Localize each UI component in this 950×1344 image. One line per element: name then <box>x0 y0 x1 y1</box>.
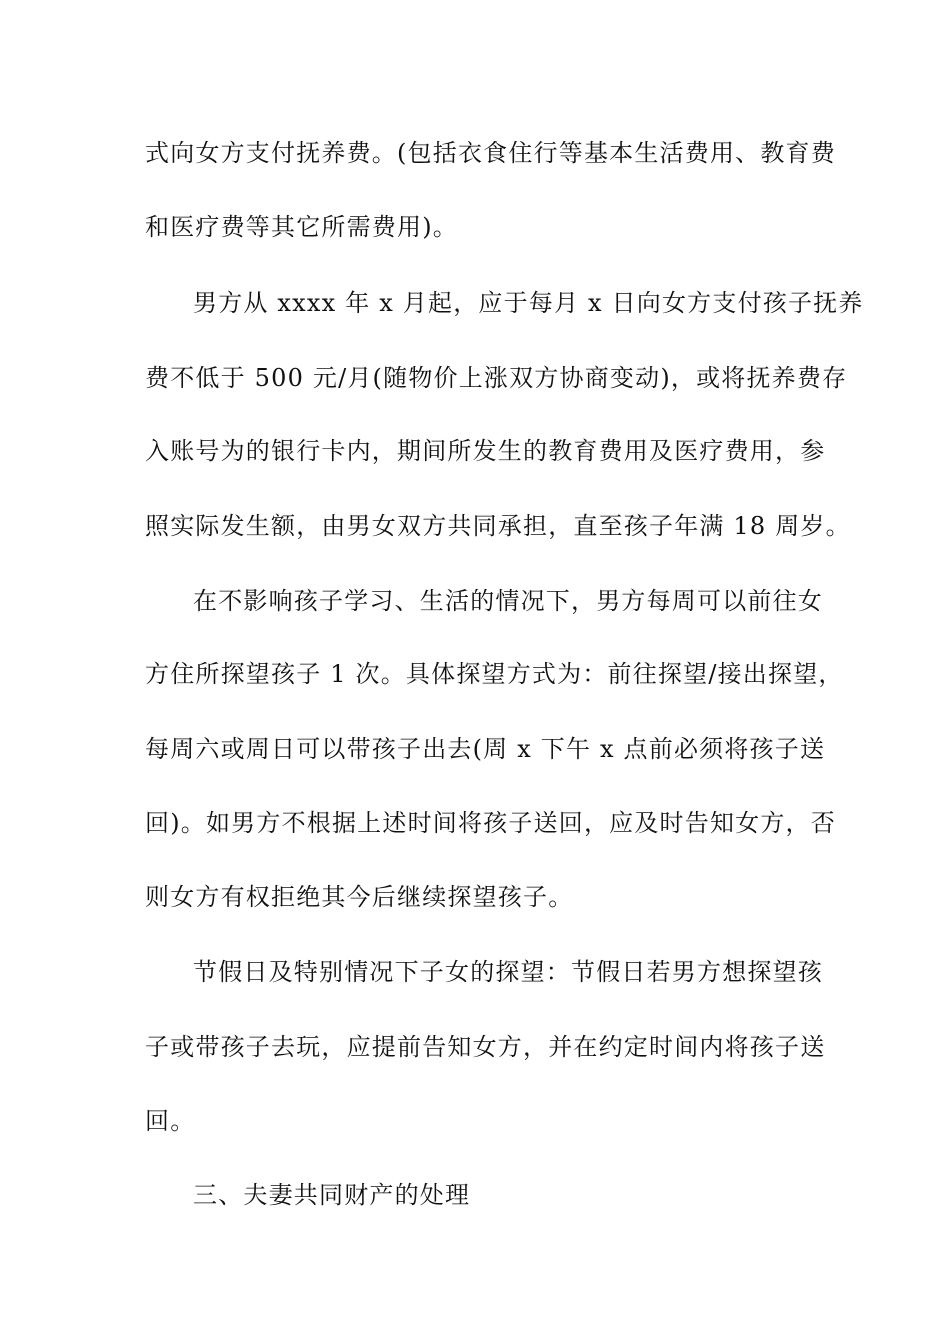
text-line: 回)。如男方不根据上述时间将孩子送回，应及时告知女方，否 <box>145 809 836 837</box>
text-line: 则女方有权拒绝其今后继续探望孩子。 <box>145 883 574 911</box>
text-line: 费不低于 500 元/月(随物价上涨双方协商变动)，或将抚养费存 <box>145 364 848 392</box>
paragraph-start-line: 节假日及特别情况下子女的探望：节假日若男方想探望孩 <box>193 958 823 986</box>
paragraph-start-line: 在不影响孩子学习、生活的情况下，男方每周可以前往女 <box>193 587 823 615</box>
text-line: 和医疗费等其它所需费用)。 <box>145 213 458 241</box>
text-line: 入账号为的银行卡内，期间所发生的教育费用及医疗费用，参 <box>145 437 826 465</box>
text-line: 方住所探望孩子 1 次。具体探望方式为：前往探望/接出探望， <box>145 660 844 688</box>
text-line: 回。 <box>145 1107 196 1135</box>
section-heading: 三、夫妻共同财产的处理 <box>193 1181 471 1209</box>
text-line: 照实际发生额，由男女双方共同承担，直至孩子年满 18 周岁。 <box>145 512 851 540</box>
paragraph-start-line: 男方从 xxxx 年 x 月起，应于每月 x 日向女方支付孩子抚养 <box>193 289 864 317</box>
text-line: 式向女方支付抚养费。(包括衣食住行等基本生活费用、教育费 <box>145 139 836 167</box>
text-line: 子或带孩子去玩，应提前告知女方，并在约定时间内将孩子送 <box>145 1033 826 1061</box>
text-line: 每周六或周日可以带孩子出去(周 x 下午 x 点前必须将孩子送 <box>145 735 826 763</box>
